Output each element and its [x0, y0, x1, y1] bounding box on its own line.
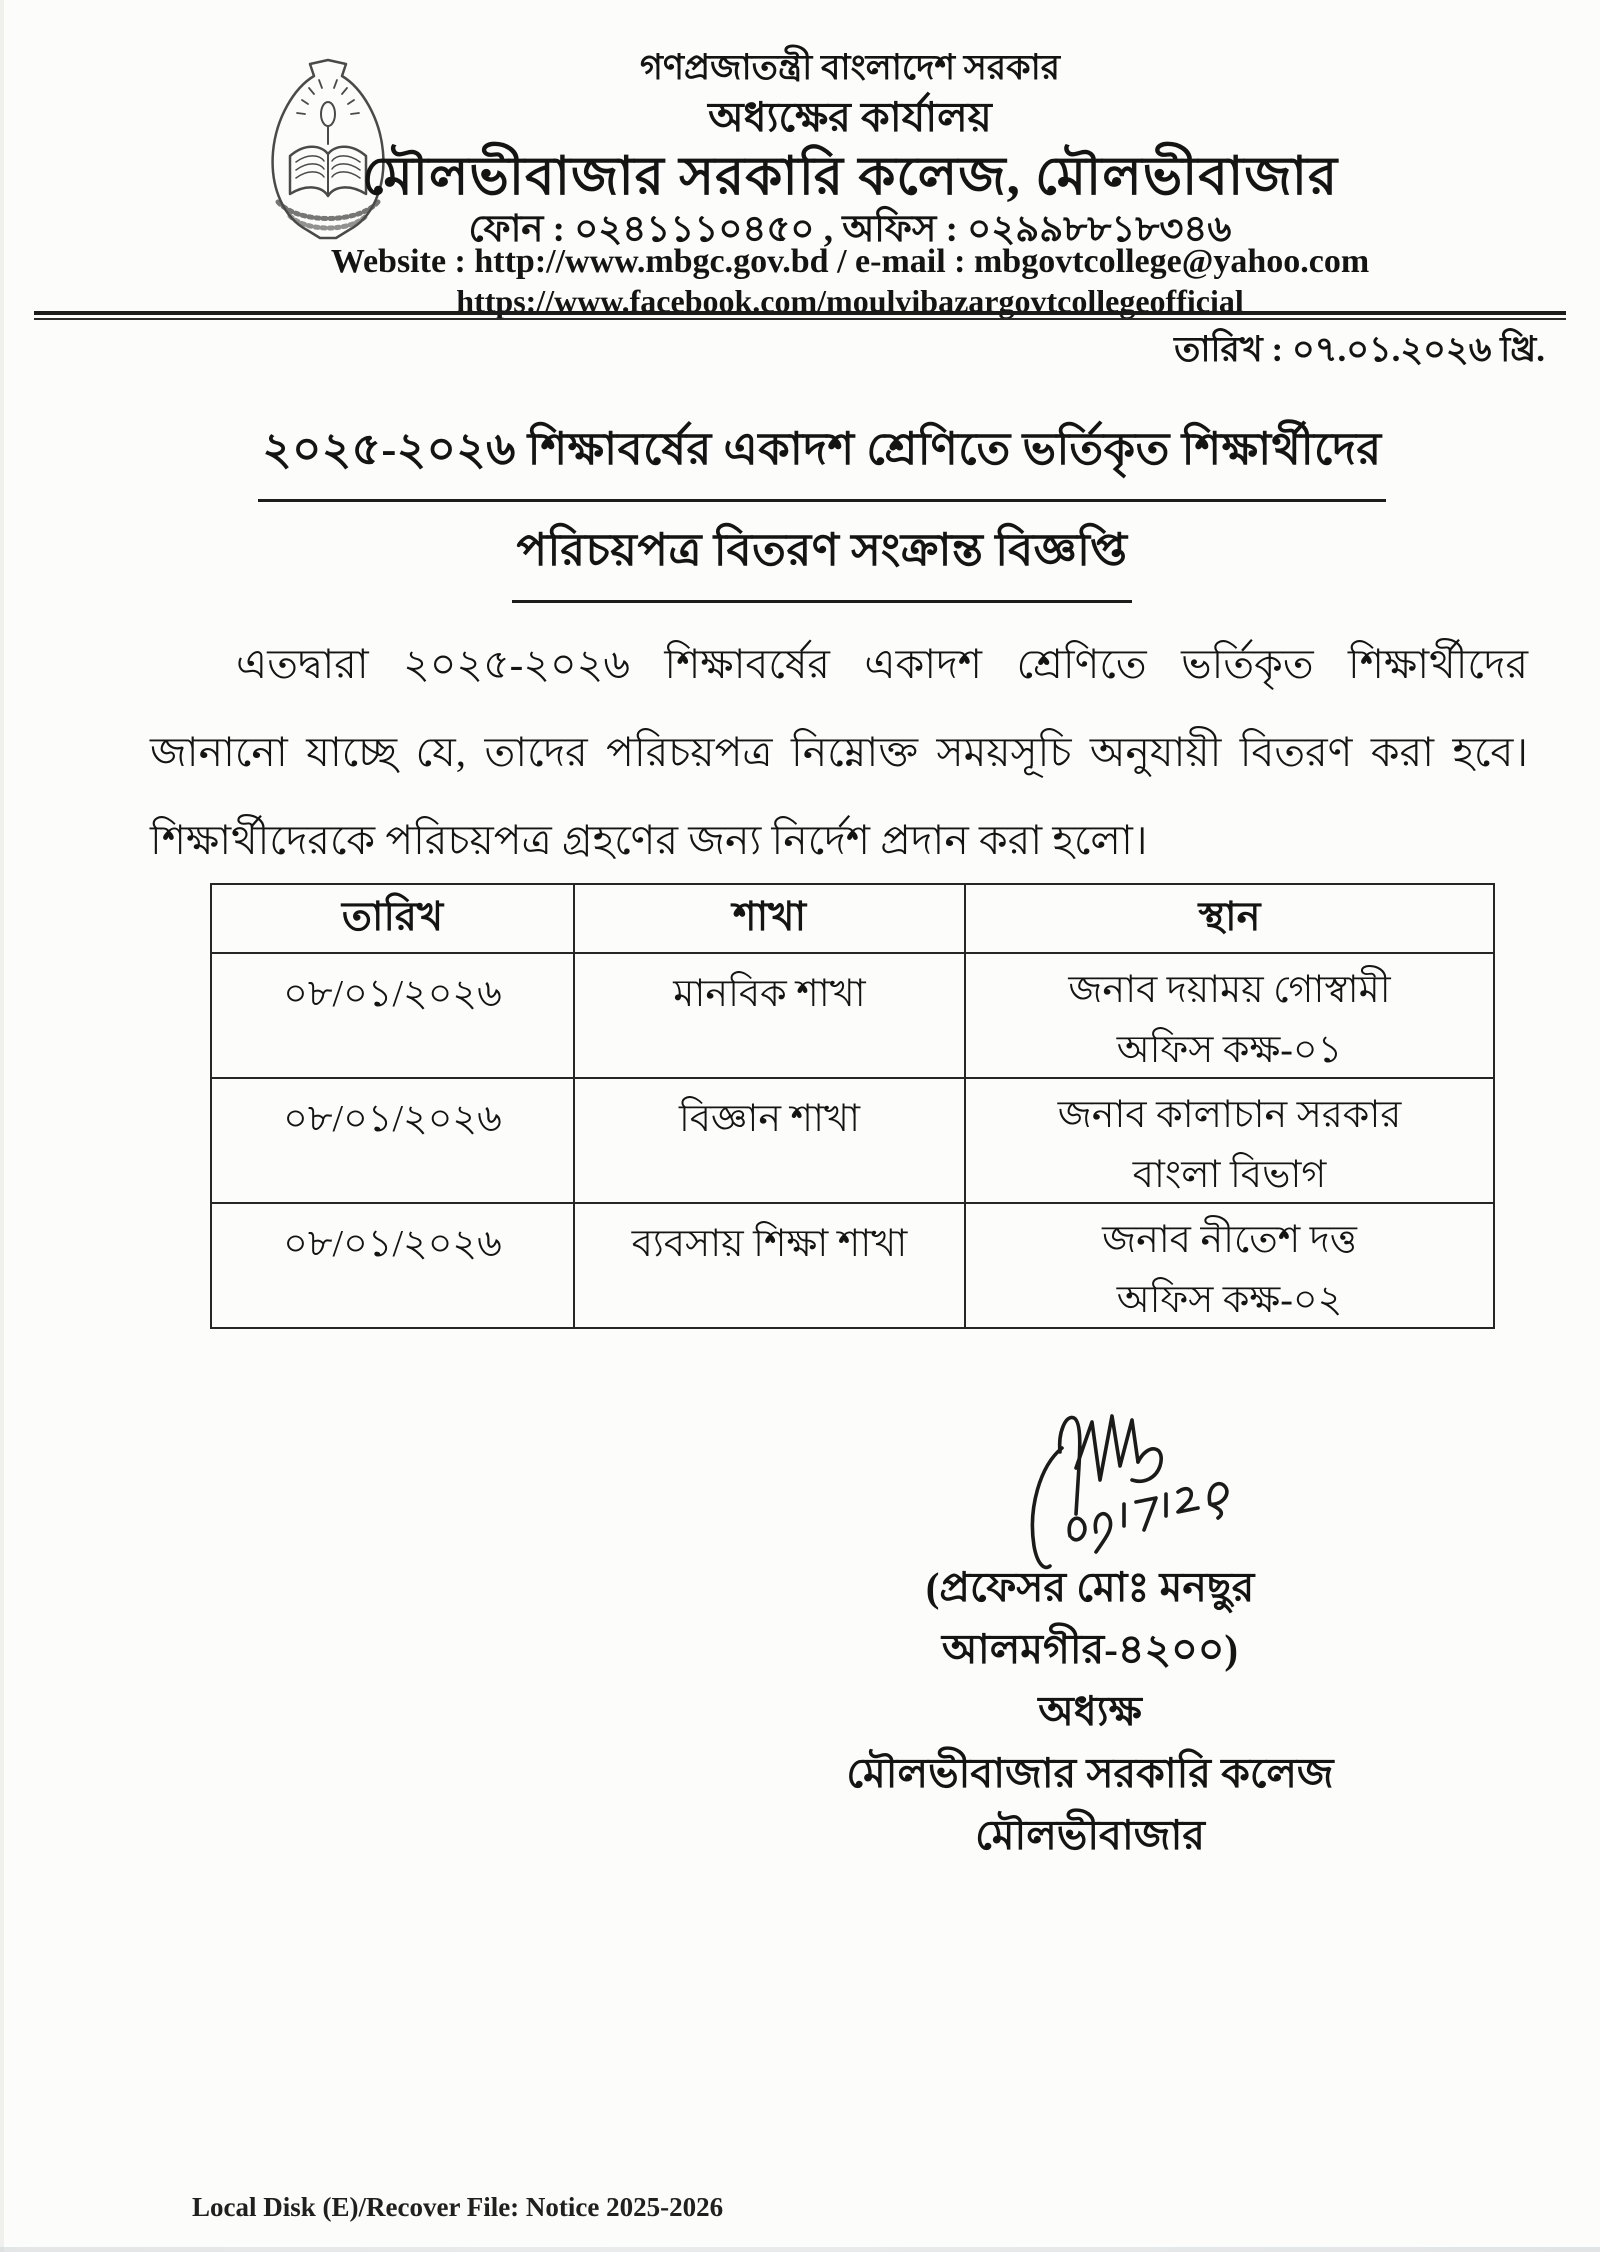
- office-line: অধ্যক্ষের কার্যালয়: [708, 94, 992, 140]
- header-date: তারিখ: [211, 884, 574, 953]
- file-path-note: Local Disk (E)/Recover File: Notice 2025-2026: [192, 2192, 724, 2222]
- cell-date: ০৮/০১/২০২৬: [211, 1078, 574, 1203]
- cell-branch: মানবিক শাখা: [574, 953, 965, 1078]
- cell-branch: ব্যবসায় শিক্ষা শাখা: [574, 1203, 965, 1328]
- cell-place: [965, 953, 1494, 1078]
- header-place: স্থান: [965, 884, 1494, 953]
- table-header-row: [211, 884, 1494, 953]
- scan-edge: [0, 2247, 1600, 2252]
- table-row: [211, 1078, 1494, 1203]
- government-line: গণপ্রজাতন্ত্রী বাংলাদেশ সরকার: [639, 48, 1061, 87]
- notice-title: [44, 415, 1600, 617]
- place-room: বাংলা বিভাগ: [1132, 1154, 1327, 1196]
- signatory-name: (প্রফেসর মোঃ মনছুর আলমগীর-৪২০০): [925, 1564, 1255, 1672]
- place-person: জনাব দয়াময় গোস্বামী: [1068, 969, 1391, 1011]
- header-divider: [34, 311, 1566, 320]
- college-name: মৌলভীবাজার সরকারি কলেজ, মৌলভীবাজার: [361, 148, 1339, 206]
- place-room: অফিস কক্ষ-০১: [1116, 1029, 1343, 1071]
- signatory-role: অধ্যক্ষ: [1038, 1688, 1142, 1734]
- notice-date: তারিখ : ০৭.০১.২০২৬ খ্রি.: [1174, 330, 1545, 369]
- cell-place: [965, 1203, 1494, 1328]
- cell-date: ০৮/০১/২০২৬: [211, 1203, 574, 1328]
- phone-line: ফোন : ০২৪১১১০৪৫০ , অফিস : ০২৯৯৮৮১৮৩৪৬: [468, 209, 1232, 250]
- website-email-line: Website : http://www.mbgc.gov.bd / e-mail : mbgovtcollege@yahoo.com: [330, 243, 1370, 280]
- header-branch: শাখা: [574, 884, 965, 953]
- place-person: জনাব কালাচান সরকার: [1057, 1094, 1402, 1136]
- title-line-2: পরিচয়পত্র বিতরণ সংক্রান্ত বিজ্ঞপ্তি: [512, 516, 1131, 603]
- signature-block: [780, 1556, 1400, 1866]
- table-row: [211, 953, 1494, 1078]
- place-room: অফিস কক্ষ-০২: [1116, 1279, 1343, 1321]
- signatory-college: মৌলভীবাজার সরকারি কলেজ: [846, 1750, 1334, 1796]
- signature-scribble-icon: [1000, 1408, 1265, 1573]
- cell-place: [965, 1078, 1494, 1203]
- signatory-city: মৌলভীবাজার: [975, 1812, 1205, 1858]
- scan-edge: [0, 0, 4, 2252]
- cell-branch: বিজ্ঞান শাখা: [574, 1078, 965, 1203]
- place-person: জনাব নীতেশ দত্ত: [1102, 1219, 1357, 1261]
- notice-body: এতদ্বারা ২০২৫-২০২৬ শিক্ষাবর্ষের একাদশ শ্রেণিতে ভর্তিকৃত শিক্ষার্থীদের জানানো যাচ্ছে যে, তাদের পরিচয়পত্র নিম্নোক্ত সময়সূচি অনুযায়ী বিতরণ করা হবে। শিক্ষার্থীদেরকে পরিচয়পত্র গ্রহণের জন্য নির্দেশ প্রদান করা হলো।: [150, 641, 1528, 863]
- table-row: [211, 1203, 1494, 1328]
- facebook-line: https://www.facebook.com/moulvibazargovtcollegeofficial: [456, 283, 1244, 319]
- distribution-schedule-table: [210, 883, 1495, 1329]
- title-line-1: ২০২৫-২০২৬ শিক্ষাবর্ষের একাদশ শ্রেণিতে ভর্তিকৃত শিক্ষার্থীদের: [258, 415, 1385, 502]
- cell-date: ০৮/০১/২০২৬: [211, 953, 574, 1078]
